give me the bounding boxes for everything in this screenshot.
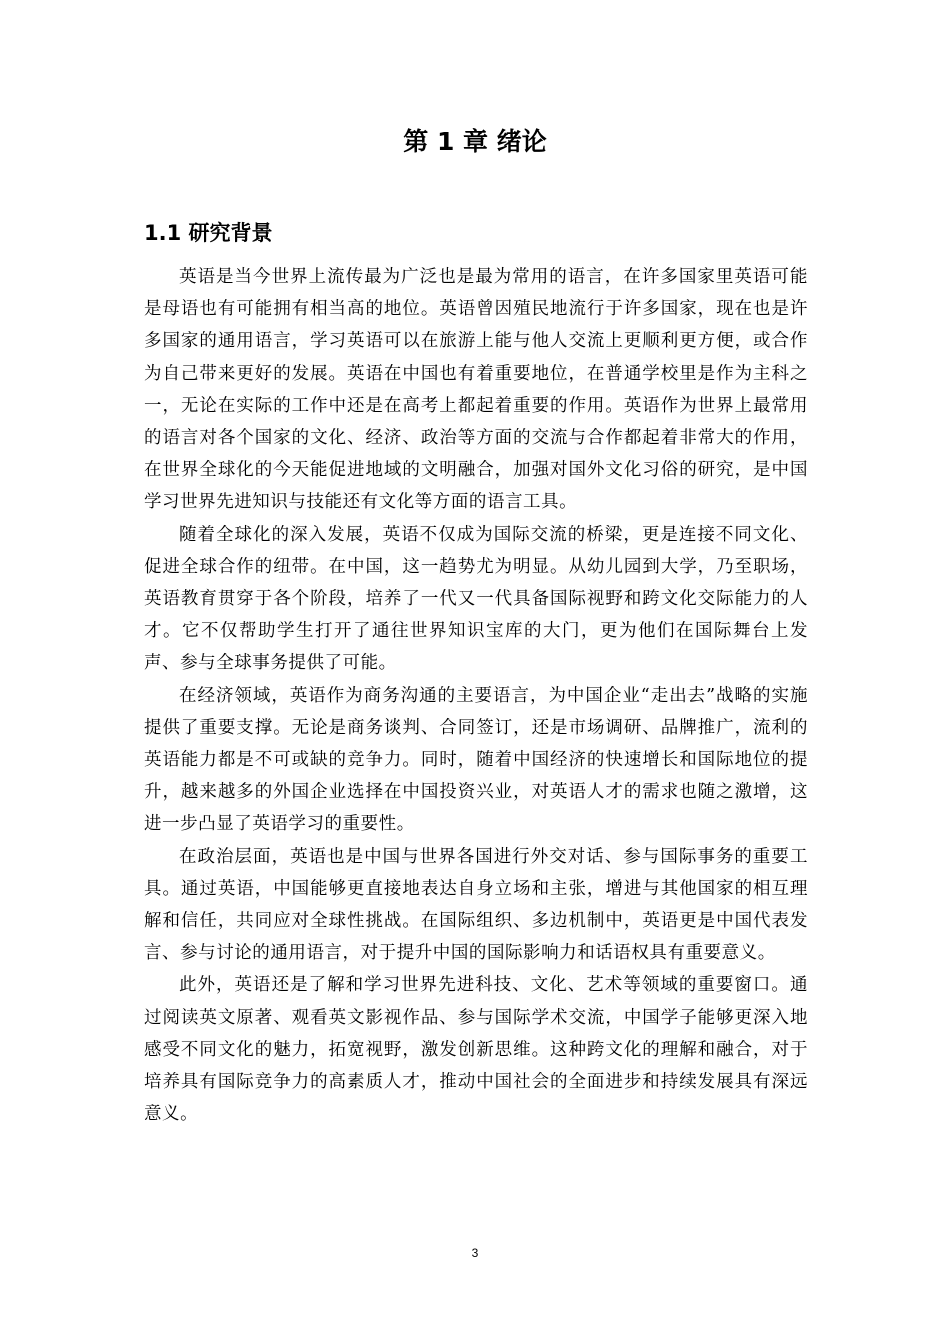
section-title: 1.1 研究背景 xyxy=(144,221,273,245)
paragraph: 英语是当今世界上流传最为广泛也是最为常用的语言，在许多国家里英语可能是母语也有可能拥有相当高的地位。英语曾因殖民地流行于许多国家，现在也是许多国家的通用语言，学习英语可以在旅游上能与他人交流上更顺利更方便，或合作为自己带来更好的发展。英语在中国也有着重要地位，在普通学校里是作为主科之一，无论在实际的工作中还是在高考上都起着重要的作用。英语作为世界上最常用的语言对各个国家的文化、经济、政治等方面的交流与合作都起着非常大的作用，在世界全球化的今天能促进地域的文明融合，加强对国外文化习俗的研究，是中国学习世界先进知识与技能还有文化等方面的语言工具。 xyxy=(144,267,808,513)
paragraph: 在政治层面，英语也是中国与世界各国进行外交对话、参与国际事务的重要工具。通过英语，中国能够更直接地表达自身立场和主张，增进与其他国家的相互理解和信任，共同应对全球性挑战。在国际组织、多边机制中，英语更是中国代表发言、参与讨论的通用语言，对于提升中国的国际影响力和话语权具有重要意义。 xyxy=(144,846,808,964)
body-text xyxy=(144,261,808,1130)
page-number: 3 xyxy=(471,1246,479,1260)
paragraph: 此外，英语还是了解和学习世界先进科技、文化、艺术等领域的重要窗口。通过阅读英文原著、观看英文影视作品、参与国际学术交流，中国学子能够更深入地感受不同文化的魅力，拓宽视野，激发创新思维。这种跨文化的理解和融合，对于培养具有国际竞争力的高素质人才，推动中国社会的全面进步和持续发展具有深远意义。 xyxy=(144,975,808,1125)
chapter-title: 第 1 章 绪论 xyxy=(403,127,547,156)
paragraph: 随着全球化的深入发展，英语不仅成为国际交流的桥梁，更是连接不同文化、促进全球合作的纽带。在中国，这一趋势尤为明显。从幼儿园到大学，乃至职场，英语教育贯穿于各个阶段，培养了一代又一代具备国际视野和跨文化交际能力的人才。它不仅帮助学生打开了通往世界知识宝库的大门，更为他们在国际舞台上发声、参与全球事务提供了可能。 xyxy=(144,524,808,674)
paragraph: 在经济领域，英语作为商务沟通的主要语言，为中国企业“走出去”战略的实施提供了重要支撑。无论是商务谈判、合同签订，还是市场调研、品牌推广，流利的英语能力都是不可或缺的竞争力。同时，随着中国经济的快速增长和国际地位的提升，越来越多的外国企业选择在中国投资兴业，对英语人才的需求也随之激增，这进一步凸显了英语学习的重要性。 xyxy=(144,685,808,835)
